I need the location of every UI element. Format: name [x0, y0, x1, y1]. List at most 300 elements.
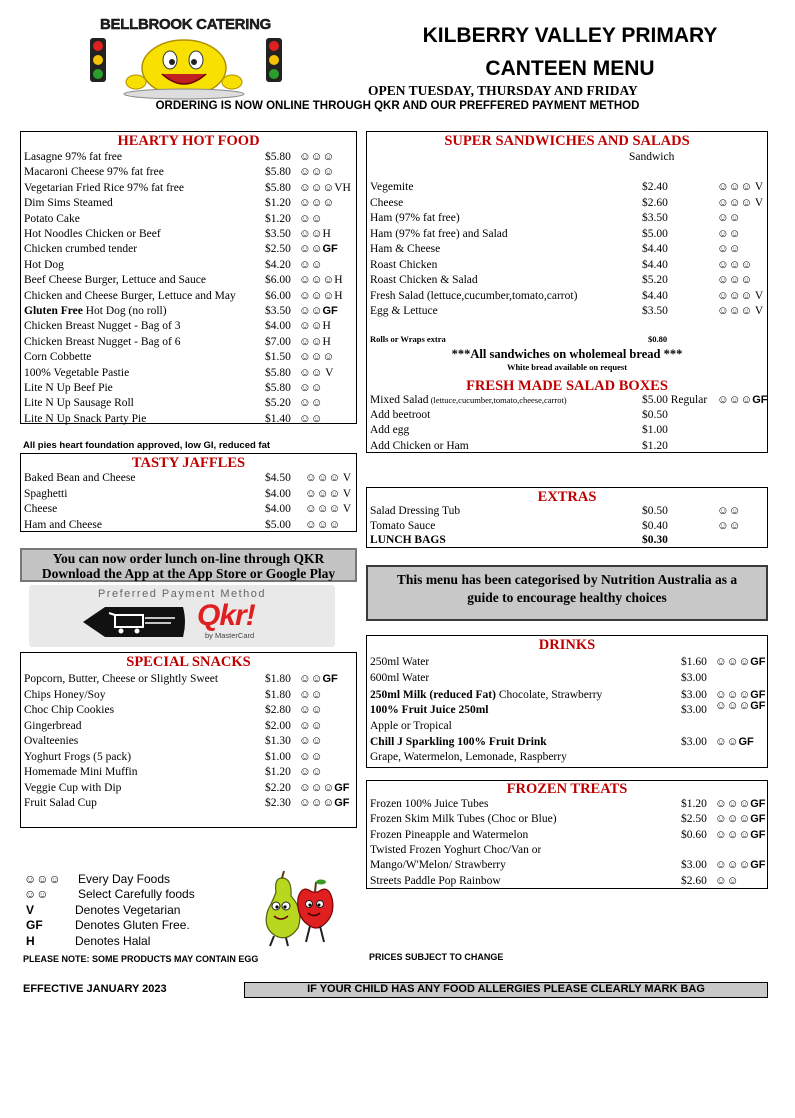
milk-name: 250ml Milk (reduced Fat) [370, 689, 496, 701]
hot-food-item-name [24, 150, 262, 165]
snack-item-name [24, 796, 262, 811]
frozen-item-price: $2.60 [681, 874, 707, 887]
hot-food-item-tags: ☺☺H [299, 335, 331, 348]
frozen-item-gf: GF [750, 859, 766, 872]
jaffle-item-price: $5.00 [265, 518, 291, 531]
hot-food-item-price: $1.20 [265, 197, 291, 210]
snack-item-name-text: Gingerbread [24, 719, 82, 732]
extra-item [367, 519, 767, 535]
snack-item-tags: ☺☺☺ [299, 797, 335, 809]
drink-tags: ☺☺☺ [715, 689, 751, 701]
snack-item-price: $2.30 [265, 797, 291, 809]
snack-item-name-text: Ovalteenies [24, 735, 79, 747]
nutrition-line-1: This menu has been categorised by Nutrition Australia as a [396, 572, 738, 587]
extra-item-tags-wrap [717, 504, 740, 519]
hot-food-item [21, 412, 356, 428]
legend-text: Denotes Vegetarian [75, 902, 181, 917]
snack-item [21, 765, 356, 781]
legend-symbol: H [26, 933, 35, 948]
salad-addon-item [367, 439, 767, 455]
frozen-item-name [370, 812, 557, 827]
salad-addon-item-price: $0.50 [642, 409, 668, 421]
sandwich-item-tags: ☺☺ [717, 227, 741, 240]
sandwich-item-tags: ☺☺☺ V [717, 305, 764, 317]
hot-food-item-price: $5.20 [265, 397, 291, 410]
frozen-item-name [370, 828, 528, 843]
snack-item [21, 688, 356, 704]
sandwich-item [367, 304, 767, 320]
jaffle-item [21, 487, 356, 503]
snack-item-gf: GF [322, 673, 338, 685]
drink-gf: GF [750, 689, 766, 701]
hot-food-item-name-text: 100% Vegetable Pastie [24, 366, 130, 379]
snack-item-tags: ☺☺ [299, 673, 323, 685]
sandwich-item-tags: ☺☺☺ V [717, 196, 764, 209]
sandwich-item [367, 211, 767, 227]
salad-addon-item [367, 408, 767, 424]
extra-item-tags: ☺☺ [717, 505, 741, 517]
jaffles-title: TASTY JAFFLES [131, 455, 246, 471]
hot-food-item-tags: ☺☺ [299, 412, 323, 425]
hot-food-item-name-text: Corn Cobbette [24, 351, 92, 364]
snack-item-name-text: Veggie Cup with Dip [24, 781, 122, 794]
frozen-item [367, 797, 767, 813]
hot-food-item-name [24, 335, 262, 350]
sandwich-item-name [370, 258, 437, 273]
snack-item-price: $1.20 [265, 766, 291, 778]
nutrition-banner [366, 565, 768, 621]
drink-gf: GF [738, 736, 754, 748]
snack-item-tags-wrap [299, 765, 322, 780]
snack-item-gf: GF [334, 797, 350, 809]
snack-item-name [24, 719, 262, 734]
extra-item-name [370, 519, 435, 534]
hot-food-item [21, 273, 356, 289]
preferred-payment-label: Preferred Payment Method [97, 588, 267, 600]
hot-food-item [21, 304, 356, 320]
jaffle-item-name-text: Baked Bean and Cheese [24, 472, 136, 484]
hot-food-item-tags-wrap [299, 150, 334, 165]
legend-text: Every Day Foods [78, 872, 171, 886]
sandwich-item-name-text: Ham (97% fat free) and Salad [370, 227, 508, 240]
extra-item-name-text: Tomato Sauce [370, 519, 436, 532]
mixed-salad-detail: (lettuce,cucumber,tomato,cheese,carrot) [428, 395, 567, 405]
hot-food-item-name [24, 381, 262, 396]
hot-food-item [21, 366, 356, 382]
hot-food-item [21, 212, 356, 228]
snack-item-tags: ☺☺ [299, 766, 323, 778]
sandwich-item-tags: ☺☺☺ [717, 274, 753, 286]
drink-price: $3.00 [681, 672, 707, 684]
hot-food-title: HEARTY HOT FOOD [117, 133, 260, 149]
sandwich-item [367, 258, 767, 274]
sandwich-column-header: Sandwich [629, 151, 675, 163]
sandwich-item [367, 289, 767, 305]
qkr-logo-text: Qkr! [197, 599, 255, 632]
hot-food-item-name-text: Hot Dog (no roll) [82, 305, 167, 317]
mixed-salad-tags: ☺☺☺ [717, 394, 753, 406]
extra-item-name [370, 504, 460, 519]
sandwich-item-price: $2.40 [642, 181, 668, 193]
sandwich-item-tags: ☺☺ [717, 243, 741, 255]
hot-food-item-price: $1.50 [265, 351, 291, 364]
frozen-item [367, 812, 767, 828]
drink-price: $3.00 [681, 736, 707, 748]
sandwich-item-price: $3.50 [642, 305, 668, 317]
frozen-item-name-text: Mango/W'Melon/ Strawberry [370, 859, 506, 872]
frozen-item [367, 874, 767, 890]
hot-food-item-name [24, 181, 262, 196]
hot-food-item-price: $2.50 [265, 243, 291, 256]
frozen-item [367, 828, 767, 844]
sandwich-item-name-text: Roast Chicken & Salad [370, 274, 478, 286]
jaffle-item [21, 518, 356, 534]
qkr-banner [20, 548, 357, 582]
hot-food-item-tags-wrap [299, 242, 338, 257]
snack-item-name-text: Choc Chip Cookies [24, 704, 115, 716]
hot-food-item-name [24, 304, 262, 319]
milk-flavours: Chocolate, Strawberry [495, 689, 603, 701]
hot-food-item-name-bold: Gluten Free [24, 305, 83, 317]
juice-flavours: Apple or Tropical [370, 720, 452, 732]
drink-name: 600ml Water [370, 672, 430, 684]
hot-food-item [21, 227, 356, 243]
jaffle-item [21, 471, 356, 487]
jaffle-item-name-text: Ham and Cheese [24, 518, 102, 531]
menu-title: CANTEEN MENU [485, 57, 655, 80]
frozen-item-price: $1.20 [681, 798, 707, 810]
sandwich-item [367, 273, 767, 289]
sandwich-item-price: $4.40 [642, 243, 668, 255]
drink-tags: ☺☺ [715, 736, 739, 748]
snacks-section [20, 652, 357, 828]
frozen-item-name-text: Frozen Pineapple and Watermelon [370, 828, 529, 841]
open-days: OPEN TUESDAY, THURSDAY AND FRIDAY [368, 83, 638, 98]
hot-food-item-tags-wrap [299, 304, 338, 319]
frozen-section [366, 780, 768, 889]
hot-food-item-tags: ☺☺ [299, 382, 323, 394]
hot-food-item-name [24, 212, 262, 227]
snack-item-price: $2.00 [265, 719, 291, 732]
drink-row [367, 735, 767, 751]
drinks-section [366, 635, 768, 768]
drink-price: $1.60 [681, 656, 707, 668]
sandwich-item-name [370, 304, 438, 319]
hot-food-item [21, 165, 356, 181]
hot-food-item-tags: ☺☺ [299, 243, 323, 256]
legend-text: Select Carefully foods [78, 887, 195, 902]
hot-food-item-tags: ☺☺☺ [299, 197, 335, 210]
hot-food-item-price: $5.80 [265, 366, 291, 379]
snack-item [21, 672, 356, 688]
hot-food-item-name-text: Chicken Breast Nugget - Bag of 3 [24, 320, 181, 333]
extra-item [367, 504, 767, 520]
frozen-item-name-text: Twisted Frozen Yoghurt Choc/Van or [370, 843, 542, 856]
snack-item-name [24, 672, 262, 687]
snack-item-tags: ☺☺☺ [299, 781, 335, 794]
frozen-item-tags-wrap [715, 858, 766, 873]
hot-food-item-price: $3.50 [265, 228, 291, 240]
hot-food-item-tags-wrap [299, 165, 334, 180]
fruit-mascot-icon [258, 870, 338, 948]
hot-food-item-name-text: Lasagne 97% fat free [24, 151, 123, 163]
jaffle-item-name-text: Spaghetti [24, 487, 68, 500]
drink-row [367, 655, 767, 671]
catering-logo [82, 14, 304, 100]
hot-food-item [21, 150, 356, 166]
snack-item-name [24, 688, 262, 703]
hot-food-item [21, 396, 356, 412]
mixed-salad-price: $5.00 Regular [642, 394, 708, 406]
mixed-salad-gf: GF [752, 394, 768, 406]
snack-item [21, 719, 356, 735]
brand-name: BELLBROOK CATERING [100, 16, 271, 33]
legend-symbol: V [26, 902, 35, 917]
hot-food-item-name-text: Potato Cake [24, 212, 80, 225]
drink-price: $3.00 [681, 704, 707, 716]
extra-item-name [370, 533, 446, 548]
snack-item-tags: ☺☺ [299, 719, 323, 732]
snack-item-name-text: Chips Honey/Soy [24, 688, 106, 701]
hot-food-item-tags: ☺☺H [299, 320, 331, 333]
sandwich-item-tags-wrap [717, 258, 752, 273]
hot-food-item-price: $3.50 [265, 305, 291, 317]
hot-food-item-name-text: Chicken crumbed tender [24, 243, 138, 256]
jaffle-item-price: $4.50 [265, 472, 291, 484]
snack-item-name [24, 703, 262, 718]
hot-food-item-tags: ☺☺☺H [299, 289, 343, 302]
hot-food-item-tags-wrap [299, 258, 322, 273]
hot-food-item-price: $6.00 [265, 289, 291, 302]
snack-item [21, 734, 356, 750]
drink-row [367, 700, 767, 719]
snack-item [21, 781, 356, 797]
egg-note: PLEASE NOTE: SOME PRODUCTS MAY CONTAIN EGG [23, 954, 259, 964]
extra-item-price: $0.30 [642, 534, 668, 546]
hot-food-section [20, 131, 357, 424]
legend-symbol: GF [26, 918, 43, 933]
prices-note: PRICES SUBJECT TO CHANGE [369, 952, 504, 962]
qkr-logo-card [29, 585, 335, 647]
snack-item [21, 750, 356, 766]
extra-item-price: $0.40 [642, 519, 668, 532]
sandwich-item-price: $5.00 [642, 227, 668, 240]
frozen-item [367, 843, 767, 859]
hot-food-item-name-text: Beef Cheese Burger, Lettuce and Sauce [24, 274, 206, 287]
allergy-text: IF YOUR CHILD HAS ANY FOOD ALLERGIES PLEASE CLEARLY MARK BAG [307, 983, 705, 995]
snack-item-name [24, 750, 262, 765]
frozen-item-tags-wrap [715, 874, 738, 889]
hot-food-item-price: $4.00 [265, 320, 291, 333]
sandwich-item-price: $5.20 [642, 274, 668, 286]
extras-section [366, 487, 768, 548]
ordering-note: ORDERING IS NOW ONLINE THROUGH QKR AND OUR PREFFERED PAYMENT METHOD [155, 100, 640, 112]
frozen-item-gf: GF [750, 798, 766, 810]
snack-item [21, 703, 356, 719]
legend-symbol: ☺☺ [24, 887, 49, 902]
frozen-item-name [370, 874, 501, 889]
hot-food-item-price: $5.80 [265, 166, 291, 179]
hot-food-item [21, 181, 356, 197]
snack-item-name-text: Popcorn, Butter, Cheese or Slightly Sweet [24, 673, 219, 685]
frozen-item-name [370, 797, 489, 812]
hot-food-item [21, 350, 356, 366]
jaffle-item [21, 502, 356, 518]
sandwich-item-tags: ☺☺☺ V [717, 181, 764, 193]
sandwich-item-name [370, 180, 413, 195]
snack-item-price: $2.80 [265, 704, 291, 716]
hot-food-item-name [24, 319, 262, 334]
hot-food-item [21, 335, 356, 351]
jaffle-item-price: $4.00 [265, 487, 291, 500]
hot-food-item-tags-wrap [299, 212, 322, 227]
legend-text: Denotes Gluten Free. [75, 918, 190, 933]
extra-item-name-text: LUNCH BAGS [370, 534, 446, 546]
qkr-cart-icon [79, 605, 189, 639]
salad-addon-item-name-text: Add Chicken or Ham [370, 439, 469, 452]
hot-food-item-name [24, 242, 262, 257]
sandwich-item-name-text: Vegemite [370, 181, 414, 193]
hot-food-item-price: $4.20 [265, 258, 291, 271]
hot-food-item-price: $5.80 [265, 382, 291, 394]
sandwich-item-name [370, 196, 403, 211]
hot-food-item-tags: ☺☺ [299, 397, 323, 410]
sandwich-item [367, 180, 767, 196]
sandwich-item-tags-wrap [717, 289, 763, 304]
sandwiches-section [366, 131, 768, 453]
extra-item-tags: ☺☺ [717, 519, 741, 532]
sandwich-item-name-text: Egg & Lettuce [370, 305, 438, 317]
sandwich-item-name-text: Roast Chicken [370, 258, 438, 271]
jaffle-item-name [24, 487, 262, 502]
jaffle-item-name [24, 502, 262, 517]
frozen-item [367, 858, 767, 874]
hot-food-item-tags-wrap [299, 227, 331, 242]
snack-item-price: $1.80 [265, 673, 291, 685]
snack-item-tags: ☺☺ [299, 704, 323, 716]
hot-food-item-name [24, 289, 262, 304]
sandwich-item-name [370, 211, 460, 226]
mastercard-label: by MasterCard [205, 631, 255, 640]
hot-food-item-price: $1.20 [265, 212, 291, 225]
school-name: KILBERRY VALLEY PRIMARY [422, 24, 718, 47]
jaffle-item-price: $4.00 [265, 503, 291, 516]
pies-note: All pies heart foundation approved, low GI, reduced fat [23, 440, 271, 451]
sandwich-item-price: $2.60 [642, 196, 668, 209]
drink-tags: ☺☺☺ [715, 656, 751, 668]
sandwich-item-tags-wrap [717, 304, 763, 319]
hot-food-item-tags-wrap [299, 289, 343, 304]
extra-item [367, 533, 767, 549]
hot-food-item-name-text: Chicken and Cheese Burger, Lettuce and May [24, 289, 236, 302]
hot-food-item-name [24, 350, 262, 365]
salad-addon-item-name [370, 408, 430, 423]
hot-food-item-tags: ☺☺ V [299, 366, 334, 379]
sandwich-item-tags: ☺☺ [717, 212, 741, 224]
frozen-item-name [370, 858, 506, 873]
sandwich-item-price: $4.40 [642, 258, 668, 271]
frozen-item-name [370, 843, 541, 858]
hot-food-item-gf: GF [322, 243, 338, 256]
hot-food-item-tags: ☺☺H [299, 228, 331, 240]
hot-food-item-tags: ☺☺☺ [299, 351, 335, 364]
extra-item-tags-wrap [717, 519, 740, 534]
snack-item-tags-wrap [299, 734, 322, 749]
salad-addon-item-name [370, 439, 469, 454]
hot-food-item-tags: ☺☺☺VH [299, 181, 351, 194]
drink-name: 250ml Water [370, 656, 430, 668]
white-bread-note: White bread available on request [506, 362, 628, 372]
drink-row [367, 688, 767, 704]
sandwich-item-name [370, 227, 508, 242]
sandwich-item-price: $3.50 [642, 212, 668, 224]
qkr-line-2: Download the App at the App Store or Google Play [41, 566, 336, 581]
sandwich-item-tags-wrap [717, 227, 740, 242]
hot-food-item-name [24, 396, 262, 411]
hot-food-item-name [24, 165, 262, 180]
frozen-item-tags: ☺☺☺ [715, 798, 751, 810]
hot-food-item-price: $1.40 [265, 412, 291, 425]
sandwich-item-tags-wrap [717, 242, 740, 257]
salad-addon-item-price: $1.00 [642, 424, 668, 437]
snack-item-name [24, 765, 262, 780]
jaffle-item-name [24, 471, 262, 486]
hot-food-item [21, 258, 356, 274]
drinks-title: DRINKS [538, 637, 596, 653]
snack-item-gf: GF [334, 781, 350, 794]
hot-food-item-name [24, 227, 262, 242]
drink-flavours-row [367, 719, 767, 735]
jaffle-item-tags-wrap [305, 518, 340, 533]
sandwich-item-name-text: Ham & Cheese [370, 243, 441, 255]
snack-item-name-text: Homemade Mini Muffin [24, 766, 138, 778]
sandwich-item-name-text: Ham (97% fat free) [370, 212, 460, 224]
hot-food-item-price: $6.00 [265, 274, 291, 287]
drink-row [367, 671, 767, 687]
effective-date: EFFECTIVE JANUARY 2023 [23, 983, 167, 995]
jaffle-item-tags-wrap [305, 487, 351, 502]
drink-tags: ☺☺☺ [715, 700, 751, 712]
snack-item-tags: ☺☺ [299, 750, 323, 763]
frozen-item-tags: ☺☺ [715, 874, 739, 887]
snack-item-name-text: Fruit Salad Cup [24, 797, 97, 809]
salad-addon-item-name [370, 423, 409, 438]
sandwich-item-tags-wrap [717, 211, 740, 226]
sandwich-item-name [370, 273, 478, 288]
catering-mascot-icon [82, 34, 304, 100]
frozen-item-price: $0.60 [681, 828, 707, 841]
frozen-item-tags-wrap [715, 828, 766, 843]
hot-food-item [21, 381, 356, 397]
jaffle-item-tags-wrap [305, 502, 351, 517]
frozen-item-name-text: Streets Paddle Pop Rainbow [370, 874, 501, 887]
snack-item-name-text: Yoghurt Frogs (5 pack) [24, 750, 132, 763]
salad-addon-item [367, 423, 767, 439]
hot-food-item-name-text: Lite N Up Snack Party Pie [24, 412, 147, 425]
hot-food-item [21, 242, 356, 258]
legend-symbol: ☺☺☺ [24, 872, 61, 886]
sandwich-item-tags-wrap [717, 196, 763, 211]
sandwich-item [367, 196, 767, 212]
hot-food-item-tags: ☺☺☺ [299, 151, 335, 163]
sandwich-item-price: $4.40 [642, 289, 668, 302]
frozen-item-gf: GF [750, 828, 766, 841]
hot-food-item-tags-wrap [299, 335, 331, 350]
snack-item-tags: ☺☺ [299, 688, 323, 701]
hot-food-item-tags: ☺☺☺ [299, 166, 335, 179]
sandwich-item-tags-wrap [717, 180, 763, 195]
hot-food-item-tags: ☺☺ [299, 305, 323, 317]
